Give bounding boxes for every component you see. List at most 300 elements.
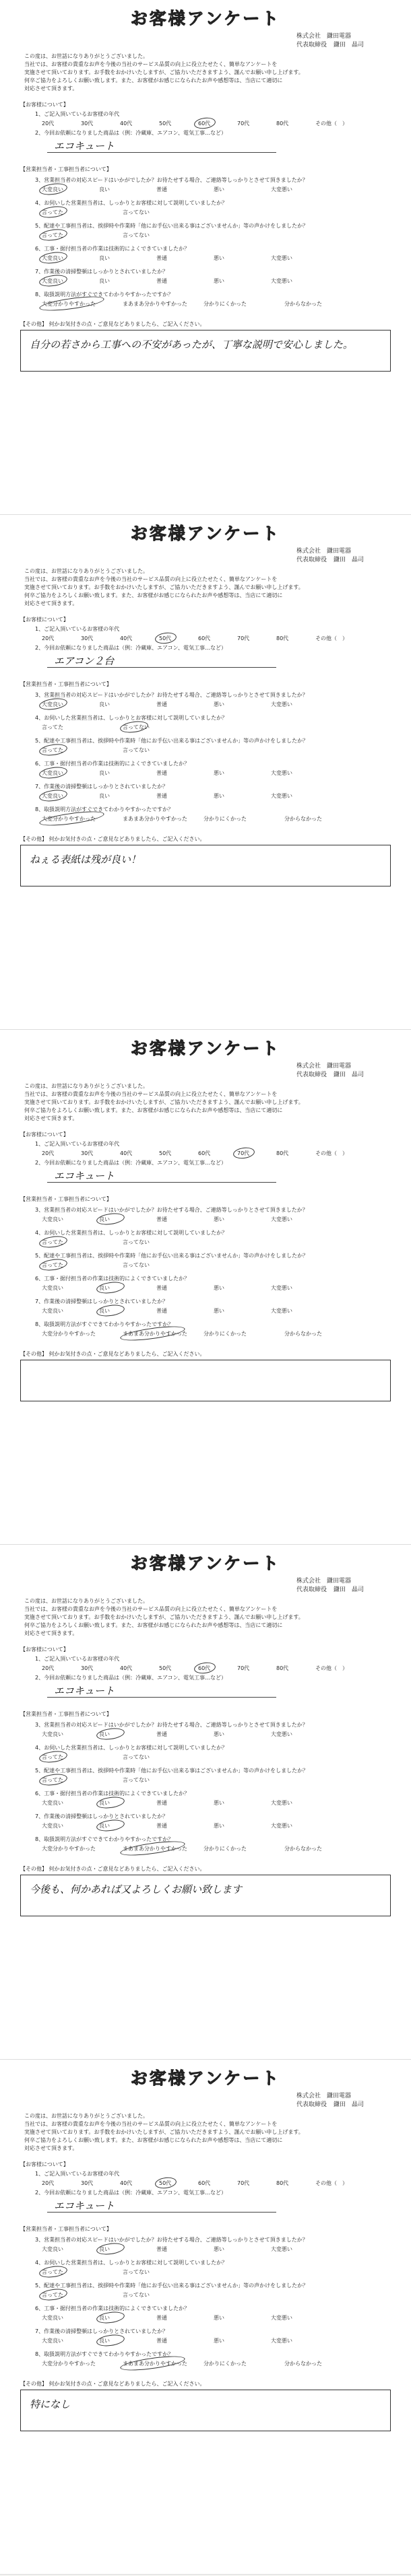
survey-title: お客様アンケート [130,524,281,543]
rep-name: 鎌田 晶司 [334,2101,365,2108]
section-staff: 【営業担当者・工事担当者について】 [20,2226,112,2232]
answer-option[interactable]: 良い [99,701,110,707]
question-7: 7、作業後の清掃整頓はしっかりとされていましたか？ [35,1813,168,1819]
answer-options [42,186,328,193]
answer-options [42,701,328,708]
intro-line: この度は、お世話になりありがとうございました。 [24,1083,148,1089]
answer-option[interactable]: 普通 [156,793,167,799]
product-answer: エコキュート [54,1685,115,1697]
intro-line: この度は、お世話になりありがとうございました。 [24,1598,148,1604]
survey-sheet [0,0,411,515]
representative [296,1586,371,1595]
answer-option[interactable]: 良い [99,1308,110,1314]
intro-line: 対応させて頂きます。 [24,2145,78,2151]
age-option[interactable]: 50代 [159,2180,172,2186]
question-2: 2、今回お依頼になりました商品は（例：冷蔵庫、エアコン、電気工事…など） [35,1675,227,1681]
answer-option[interactable]: 言ってない [123,1262,150,1268]
answer-option[interactable]: 言ってた [42,1262,63,1268]
intro-line: この度は、お世話になりありがとうございました。 [24,568,148,574]
answer-option[interactable]: 大変良い [42,255,63,261]
answer-option[interactable]: 悪い [214,255,224,261]
age-option[interactable]: 20代 [42,635,55,641]
section-customer: 【お客様について】 [20,1646,69,1652]
section-staff: 【営業担当者・工事担当者について】 [20,1711,112,1717]
intro-line: 対応させて頂きます。 [24,1115,78,1121]
answer-option[interactable]: まあまあ分かりやすかった [123,816,187,822]
question-8: 8、取扱説明方法がすぐできてわかりやすかったですか？ [35,1836,174,1842]
answer-option[interactable]: 大変分かりやすかった [42,1331,96,1337]
rep-name: 鎌田 晶司 [334,1587,365,1593]
answer-option[interactable]: 分かりにくかった [203,2361,247,2367]
section-staff: 【営業担当者・工事担当者について】 [20,166,112,172]
comment-box[interactable] [20,1360,391,1401]
answer-options [42,1216,328,1223]
answer-option[interactable]: 普通 [156,1800,167,1806]
intro-line: 実施させて頂いております。お手数をおかけいたしますが、ご協力いただきますよう、謹んでお願い申し上げます。 [24,69,304,75]
answer-option[interactable]: 言ってた [42,209,63,215]
question-1: 1、ご記入頂いているお客様の年代 [35,1656,120,1662]
age-option[interactable]: 40代 [120,1665,133,1671]
answer-option[interactable]: 良い [99,1216,110,1222]
answer-option[interactable]: 大変悪い [271,2338,292,2344]
answer-option[interactable]: 言ってない [123,1777,150,1783]
product-answer: エアコン２台 [54,655,115,667]
survey-sheet [0,515,411,1030]
comment-text: 自分の若さから工事への不安があったが、丁寧な説明で安心しました。 [30,339,353,351]
company-name: 株式会社 鎌田電器 [296,2093,352,2099]
question-8: 8、取扱説明方法がすぐできてわかりやすかったですか？ [35,291,174,298]
age-options [42,1150,354,1157]
answer-options [42,277,328,285]
intro-line: 当社では、お客様の貴重なお声を今後の当社のサービス品質の向上に役立たせたく、簡単なアンケートを [24,576,278,582]
age-option[interactable]: 60代 [198,2180,211,2186]
answer-option[interactable]: 悪い [214,1800,224,1806]
answer-option[interactable]: 普通 [156,278,167,284]
question-5: 5、配達や工事担当者は、挨拶時や作業時「他にお手伝い出来る事はございませんか」等の声かけをしましたか？ [35,2283,309,2289]
question-1: 1、ご記入頂いているお客様の年代 [35,2171,120,2177]
company-name: 株式会社 鎌田電器 [296,33,352,40]
answer-option[interactable]: 普通 [156,2338,167,2344]
intro-line: 当社では、お客様の貴重なお声を今後の当社のサービス品質の向上に役立たせたく、簡単なアンケートを [24,61,278,67]
age-option[interactable]: 50代 [159,120,172,127]
age-circle-mark [193,116,216,130]
age-circle-mark [154,2176,177,2190]
representative [296,556,371,565]
answer-option[interactable]: 大変良い [42,2246,63,2252]
product-answer: エコキュート [54,140,115,152]
answer-options [42,2337,328,2344]
rep-name: 鎌田 晶司 [334,557,365,563]
intro-line: 対応させて頂きます。 [24,1630,78,1636]
age-option[interactable]: 30代 [81,2180,94,2186]
answer-option[interactable]: 分からなかった [284,816,322,822]
answer-option[interactable]: 大変悪い [271,1285,292,1291]
answer-options [42,2360,365,2367]
answer-option[interactable]: 言ってない [123,209,150,215]
question-3: 3、営業担当者の対応スピードはいかがでしたか？お待たせする場合、ご連絡等しっかりとさせて頂きましたか？ [35,1722,308,1728]
representative [296,2101,371,2110]
survey-title: お客様アンケート [130,2068,281,2088]
age-option[interactable]: 20代 [42,1150,55,1156]
product-answer: エコキュート [54,1170,115,1182]
product-underline [47,152,276,153]
comment-label: 【その他】 何かお気付きの点・ご意見などありましたら、ご記入ください。 [20,321,205,327]
answer-option[interactable]: 言ってない [123,1754,150,1760]
intro-line: 当社では、お客様の貴重なお声を今後の当社のサービス品質の向上に役立たせたく、簡単なアンケートを [24,1091,278,1097]
intro-line: 実施させて頂いております。お手数をおかけいたしますが、ご協力いただきますよう、謹んでお願い申し上げます。 [24,2129,304,2135]
intro-line: 何卒ご協力をよろしくお願い致します。また、お客様がお感じになられたお声や感想等は、当店にて適切に [24,1107,283,1113]
answer-option[interactable]: 良い [99,770,110,776]
answer-option[interactable]: 良い [99,186,110,193]
intro-line: 当社では、お客様の貴重なお声を今後の当社のサービス品質の向上に役立たせたく、簡単なアンケートを [24,1606,278,1612]
representative [296,41,371,50]
comment-label: 【その他】 何かお気付きの点・ご意見などありましたら、ご記入ください。 [20,1351,205,1357]
age-option[interactable]: 70代 [237,2180,250,2186]
comment-label: 【その他】 何かお気付きの点・ご意見などありましたら、ご記入ください。 [20,836,205,842]
answer-option[interactable]: 悪い [214,1216,224,1222]
answer-option[interactable]: 分からなかった [284,1846,322,1852]
question-4: 4、お伺いした営業担当者は、しっかりとお客様に対して説明していましたか？ [35,715,228,721]
answer-options [42,1330,365,1337]
question-4: 4、お伺いした営業担当者は、しっかりとお客様に対して説明していましたか？ [35,200,228,206]
answer-option[interactable]: 言ってた [42,2269,63,2275]
answer-option[interactable]: 言ってない [123,2269,150,2275]
age-option[interactable]: 30代 [81,120,94,127]
question-6: 6、工事・据付担当者の作業は技術的によくできていましたか？ [35,1276,190,1282]
age-option[interactable]: 40代 [120,120,133,127]
age-option[interactable]: その他（ ） [315,120,348,127]
answer-option[interactable]: 言ってない [123,232,150,238]
intro-text [24,1597,402,1638]
answer-option[interactable]: 大変良い [42,793,63,799]
rep-name: 鎌田 晶司 [334,42,365,48]
answer-option[interactable]: 悪い [214,1308,224,1314]
answer-option[interactable]: 悪い [214,1731,224,1737]
answer-option[interactable]: 良い [99,2338,110,2344]
age-option[interactable]: その他（ ） [315,1665,348,1671]
answer-option[interactable]: 大変分かりやすかった [42,816,96,822]
intro-line: 実施させて頂いております。お手数をおかけいたしますが、ご協力いただきますよう、謹んでお願い申し上げます。 [24,584,304,590]
age-option[interactable]: 40代 [120,2180,133,2186]
answer-option[interactable]: 悪い [214,770,224,776]
age-circle-mark [154,631,177,645]
survey-title: お客様アンケート [130,1554,281,1573]
age-circle-mark [193,1661,216,1675]
answer-option[interactable]: 普通 [156,2246,167,2252]
answer-option[interactable]: 悪い [214,2315,224,2321]
answer-options [42,2314,328,2322]
answer-option[interactable]: 大変良い [42,186,63,193]
answer-option[interactable]: 大変分かりやすかった [42,1846,96,1852]
answer-options [42,1307,328,1315]
answer-option[interactable]: 言ってた [42,1239,63,1245]
question-5: 5、配達や工事担当者は、挨拶時や作業時「他にお手伝い出来る事はございませんか」等の声かけをしましたか？ [35,1768,309,1774]
answer-option[interactable]: 大変悪い [271,278,292,284]
age-option[interactable]: 70代 [237,1665,250,1671]
answer-option[interactable]: 大変良い [42,278,63,284]
answer-option[interactable]: 言ってた [42,747,63,753]
answer-options [42,1731,328,1738]
answer-option[interactable]: まあまあ分かりやすかった [123,2361,187,2367]
age-option[interactable]: 70代 [237,635,250,641]
answer-option[interactable]: 大変悪い [271,793,292,799]
age-option[interactable]: 20代 [42,2180,55,2186]
question-2: 2、今回お依頼になりました商品は（例：冷蔵庫、エアコン、電気工事…など） [35,130,227,136]
section-customer: 【お客様について】 [20,617,69,623]
answer-option[interactable]: 大変良い [42,770,63,776]
answer-option[interactable]: 言ってた [42,1777,63,1783]
answer-option[interactable]: 大変良い [42,1216,63,1222]
age-option[interactable]: 50代 [159,1665,172,1671]
question-8: 8、取扱説明方法がすぐできてわかりやすかったですか？ [35,1321,174,1327]
intro-line: 当社では、お客様の貴重なお声を今後の当社のサービス品質の向上に役立たせたく、簡単なアンケートを [24,2121,278,2127]
question-6: 6、工事・据付担当者の作業は技術的によくできていましたか？ [35,761,190,767]
question-7: 7、作業後の清掃整頓はしっかりとされていましたか？ [35,784,168,790]
question-3: 3、営業担当者の対応スピードはいかがでしたか？お待たせする場合、ご連絡等しっかりとさせて頂きましたか？ [35,692,308,698]
answer-option[interactable]: 良い [99,278,110,284]
answer-option[interactable]: 大変悪い [271,1731,292,1737]
survey-sheet [0,1545,411,2060]
age-options [42,635,354,642]
section-staff: 【営業担当者・工事担当者について】 [20,1196,112,1202]
answer-option[interactable]: 大変悪い [271,1308,292,1314]
answer-option[interactable]: まあまあ分かりやすかった [123,301,187,307]
intro-line: 何卒ご協力をよろしくお願い致します。また、お客様がお感じになられたお声や感想等は、当店にて適切に [24,592,283,598]
answer-option[interactable]: まあまあ分かりやすかった [123,1331,187,1337]
representative [296,1071,371,1080]
answer-option[interactable]: 大変悪い [271,701,292,707]
answer-option[interactable]: 良い [99,255,110,261]
answer-option[interactable]: 分かりにくかった [203,1846,247,1852]
question-5: 5、配達や工事担当者は、挨拶時や作業時「他にお手伝い出来る事はございませんか」等の声かけをしましたか？ [35,1253,309,1259]
answer-option[interactable]: 分かりにくかった [203,816,247,822]
answer-option[interactable]: 大変良い [42,2338,63,2344]
product-answer: エコキュート [54,2200,115,2212]
age-option[interactable]: その他（ ） [315,2180,348,2186]
answer-option[interactable]: 言ってない [123,2292,150,2298]
question-4: 4、お伺いした営業担当者は、しっかりとお客様に対して説明していましたか？ [35,2260,228,2266]
question-1: 1、ご記入頂いているお客様の年代 [35,626,120,632]
survey-title: お客様アンケート [130,1039,281,1058]
age-option[interactable]: 80代 [276,2180,289,2186]
answer-option[interactable]: 大変悪い [271,1800,292,1806]
intro-text [24,2112,402,2153]
product-underline [47,1697,276,1698]
answer-option[interactable]: 大変悪い [271,1216,292,1222]
answer-option[interactable]: 普通 [156,1216,167,1222]
intro-line: 対応させて頂きます。 [24,85,78,92]
answer-option[interactable]: 分からなかった [284,301,322,307]
answer-option[interactable]: 分かりにくかった [203,301,247,307]
age-option[interactable]: 40代 [120,1150,133,1156]
company-name: 株式会社 鎌田電器 [296,1578,352,1585]
age-option[interactable]: 60代 [198,635,211,641]
answer-option[interactable]: 悪い [214,1285,224,1291]
answer-option[interactable]: 大変分かりやすかった [42,2361,96,2367]
answer-option[interactable]: 悪い [214,2338,224,2344]
question-4: 4、お伺いした営業担当者は、しっかりとお客様に対して説明していましたか？ [35,1230,228,1236]
age-option[interactable]: 30代 [81,635,94,641]
answer-option[interactable]: 普通 [156,255,167,261]
answer-option[interactable]: 普通 [156,701,167,707]
comment-text: 今後も、何かあれば又よろしくお願い致します [30,1883,243,1895]
answer-option[interactable]: 大変悪い [271,186,292,193]
answer-option[interactable]: 大変良い [42,1308,63,1314]
question-7: 7、作業後の清掃整頓はしっかりとされていましたか？ [35,1298,168,1304]
section-customer: 【お客様について】 [20,1132,69,1138]
answer-option[interactable]: 悪い [214,278,224,284]
age-option[interactable]: 50代 [159,1150,172,1156]
product-underline [47,667,276,668]
answer-option[interactable]: 大変良い [42,1823,63,1829]
age-circle-mark [232,1146,255,1160]
product-underline [47,2212,276,2213]
answer-option[interactable]: 悪い [214,793,224,799]
answer-option[interactable]: 言ってない [123,724,150,730]
answer-option[interactable]: 言ってた [42,2292,63,2298]
question-2: 2、今回お依頼になりました商品は（例：冷蔵庫、エアコン、電気工事…など） [35,645,227,651]
answer-option[interactable]: 大変良い [42,1285,63,1291]
age-option[interactable]: 20代 [42,120,55,127]
survey-sheet [0,2060,411,2575]
question-7: 7、作業後の清掃整頓はしっかりとされていましたか？ [35,2328,168,2334]
intro-line: 実施させて頂いております。お手数をおかけいたしますが、ご協力いただきますよう、謹んでお願い申し上げます。 [24,1099,304,1105]
question-3: 3、営業担当者の対応スピードはいかがでしたか？お待たせする場合、ご連絡等しっかりとさせて頂きましたか？ [35,2237,308,2243]
question-5: 5、配達や工事担当者は、挨拶時や作業時「他にお手伝い出来る事はございませんか」等の声かけをしましたか？ [35,223,309,229]
answer-option[interactable]: 大変分かりやすかった [42,301,96,307]
company-block [296,32,371,50]
age-option[interactable]: 50代 [159,635,172,641]
answer-options [42,1799,328,1807]
answer-option[interactable]: 悪い [214,186,224,193]
answer-option[interactable]: まあまあ分かりやすかった [123,1846,187,1852]
answer-option[interactable]: 大変悪い [271,1823,292,1829]
answer-option[interactable]: 普通 [156,1731,167,1737]
intro-text [24,567,402,608]
intro-line: この度は、お世話になりありがとうございました。 [24,2113,148,2119]
answer-option[interactable]: 普通 [156,1285,167,1291]
age-option[interactable]: 70代 [237,120,250,127]
age-option[interactable]: 30代 [81,1150,94,1156]
section-customer: 【お客様について】 [20,2161,69,2167]
answer-options [42,1284,328,1292]
age-option[interactable]: 80代 [276,120,289,127]
answer-option[interactable]: 良い [99,1800,110,1806]
question-8: 8、取扱説明方法がすぐできてわかりやすかったですか？ [35,806,174,812]
question-5: 5、配達や工事担当者は、挨拶時や作業時「他にお手伝い出来る事はございませんか」等の声かけをしましたか？ [35,738,309,744]
product-underline [47,1182,276,1183]
comment-text: 特になし [30,2398,71,2410]
answer-option[interactable]: 大変良い [42,1800,63,1806]
rep-title: 代表取締役 [296,557,327,563]
answer-option[interactable]: 普通 [156,2315,167,2321]
answer-option[interactable]: 悪い [214,2246,224,2252]
answer-option[interactable]: 普通 [156,1308,167,1314]
answer-option[interactable]: 良い [99,1823,110,1829]
age-option[interactable]: 40代 [120,635,133,641]
company-name: 株式会社 鎌田電器 [296,1063,352,1070]
answer-option[interactable]: 良い [99,1731,110,1737]
answer-option[interactable]: 分からなかった [284,1331,322,1337]
answer-options [42,1822,328,1830]
age-options [42,2180,354,2187]
company-block [296,2092,371,2110]
answer-option[interactable]: 大変良い [42,2315,63,2321]
intro-text [24,1082,402,1123]
answer-options [42,1845,365,1852]
answer-option[interactable]: 普通 [156,770,167,776]
question-3: 3、営業担当者の対応スピードはいかがでしたか？お待たせする場合、ご連絡等しっかりとさせて頂きましたか？ [35,1207,308,1213]
answer-option[interactable]: 大変悪い [271,770,292,776]
answer-option[interactable]: 大変悪い [271,2246,292,2252]
age-option[interactable]: 20代 [42,1665,55,1671]
answer-option[interactable]: 言ってた [42,1754,63,1760]
answer-options [42,769,328,777]
rep-title: 代表取締役 [296,1072,327,1078]
answer-option[interactable]: 良い [99,793,110,799]
answer-option[interactable]: 普通 [156,1823,167,1829]
intro-line: 何卒ご協力をよろしくお願い致します。また、お客様がお感じになられたお声や感想等は、当店にて適切に [24,1622,283,1628]
survey-title: お客様アンケート [130,9,281,28]
answer-option[interactable]: 大変悪い [271,2315,292,2321]
answer-option[interactable]: 悪い [214,1823,224,1829]
answer-option[interactable]: 良い [99,2246,110,2252]
answer-option[interactable]: 普通 [156,186,167,193]
age-option[interactable]: 60代 [198,1665,211,1671]
age-option[interactable]: 30代 [81,1665,94,1671]
answer-option[interactable]: 良い [99,2315,110,2321]
question-6: 6、工事・据付担当者の作業は技術的によくできていましたか？ [35,246,190,252]
question-7: 7、作業後の清掃整頓はしっかりとされていましたか？ [35,269,168,275]
question-6: 6、工事・据付担当者の作業は技術的によくできていましたか？ [35,1790,190,1797]
age-option[interactable]: 60代 [198,120,211,127]
question-4: 4、お伺いした営業担当者は、しっかりとお客様に対して説明していましたか？ [35,1745,228,1751]
answer-option[interactable]: 言ってた [42,232,63,238]
answer-option[interactable]: 分かりにくかった [203,1331,247,1337]
answer-option[interactable]: 良い [99,1285,110,1291]
intro-line: この度は、お世話になりありがとうございました。 [24,53,148,59]
age-option[interactable]: 70代 [237,1150,250,1156]
answer-option[interactable]: 悪い [214,701,224,707]
question-8: 8、取扱説明方法がすぐできてわかりやすかったですか？ [35,2351,174,2357]
answer-option[interactable]: 言ってない [123,747,150,753]
question-3: 3、営業担当者の対応スピードはいかがでしたか？お待たせする場合、ご連絡等しっかりとさせて頂きましたか？ [35,177,308,183]
question-1: 1、ご記入頂いているお客様の年代 [35,111,120,117]
age-option[interactable]: その他（ ） [315,1150,348,1156]
age-option[interactable]: 80代 [276,1150,289,1156]
company-name: 株式会社 鎌田電器 [296,548,352,555]
answer-option[interactable]: 分からなかった [284,2361,322,2367]
answer-option[interactable]: 大変悪い [271,255,292,261]
age-option[interactable]: 60代 [198,1150,211,1156]
section-staff: 【営業担当者・工事担当者について】 [20,681,112,687]
comment-label: 【その他】 何かお気付きの点・ご意見などありましたら、ご記入ください。 [20,1866,205,1872]
question-6: 6、工事・据付担当者の作業は技術的によくできていましたか？ [35,2305,190,2311]
answer-option[interactable]: 言ってた [42,724,63,730]
company-block [296,1577,371,1595]
answer-option[interactable]: 大変良い [42,1731,63,1737]
intro-line: 対応させて頂きます。 [24,600,78,606]
age-option[interactable]: その他（ ） [315,635,348,641]
rep-title: 代表取締役 [296,1587,327,1593]
comment-label: 【その他】 何かお気付きの点・ご意見などありましたら、ご記入ください。 [20,2381,205,2387]
answer-option[interactable]: 大変良い [42,701,63,707]
answer-option[interactable]: 言ってない [123,1239,150,1245]
company-block [296,1062,371,1080]
age-option[interactable]: 80代 [276,1665,289,1671]
question-2: 2、今回お依頼になりました商品は（例：冷蔵庫、エアコン、電気工事…など） [35,2190,227,2196]
age-option[interactable]: 80代 [276,635,289,641]
